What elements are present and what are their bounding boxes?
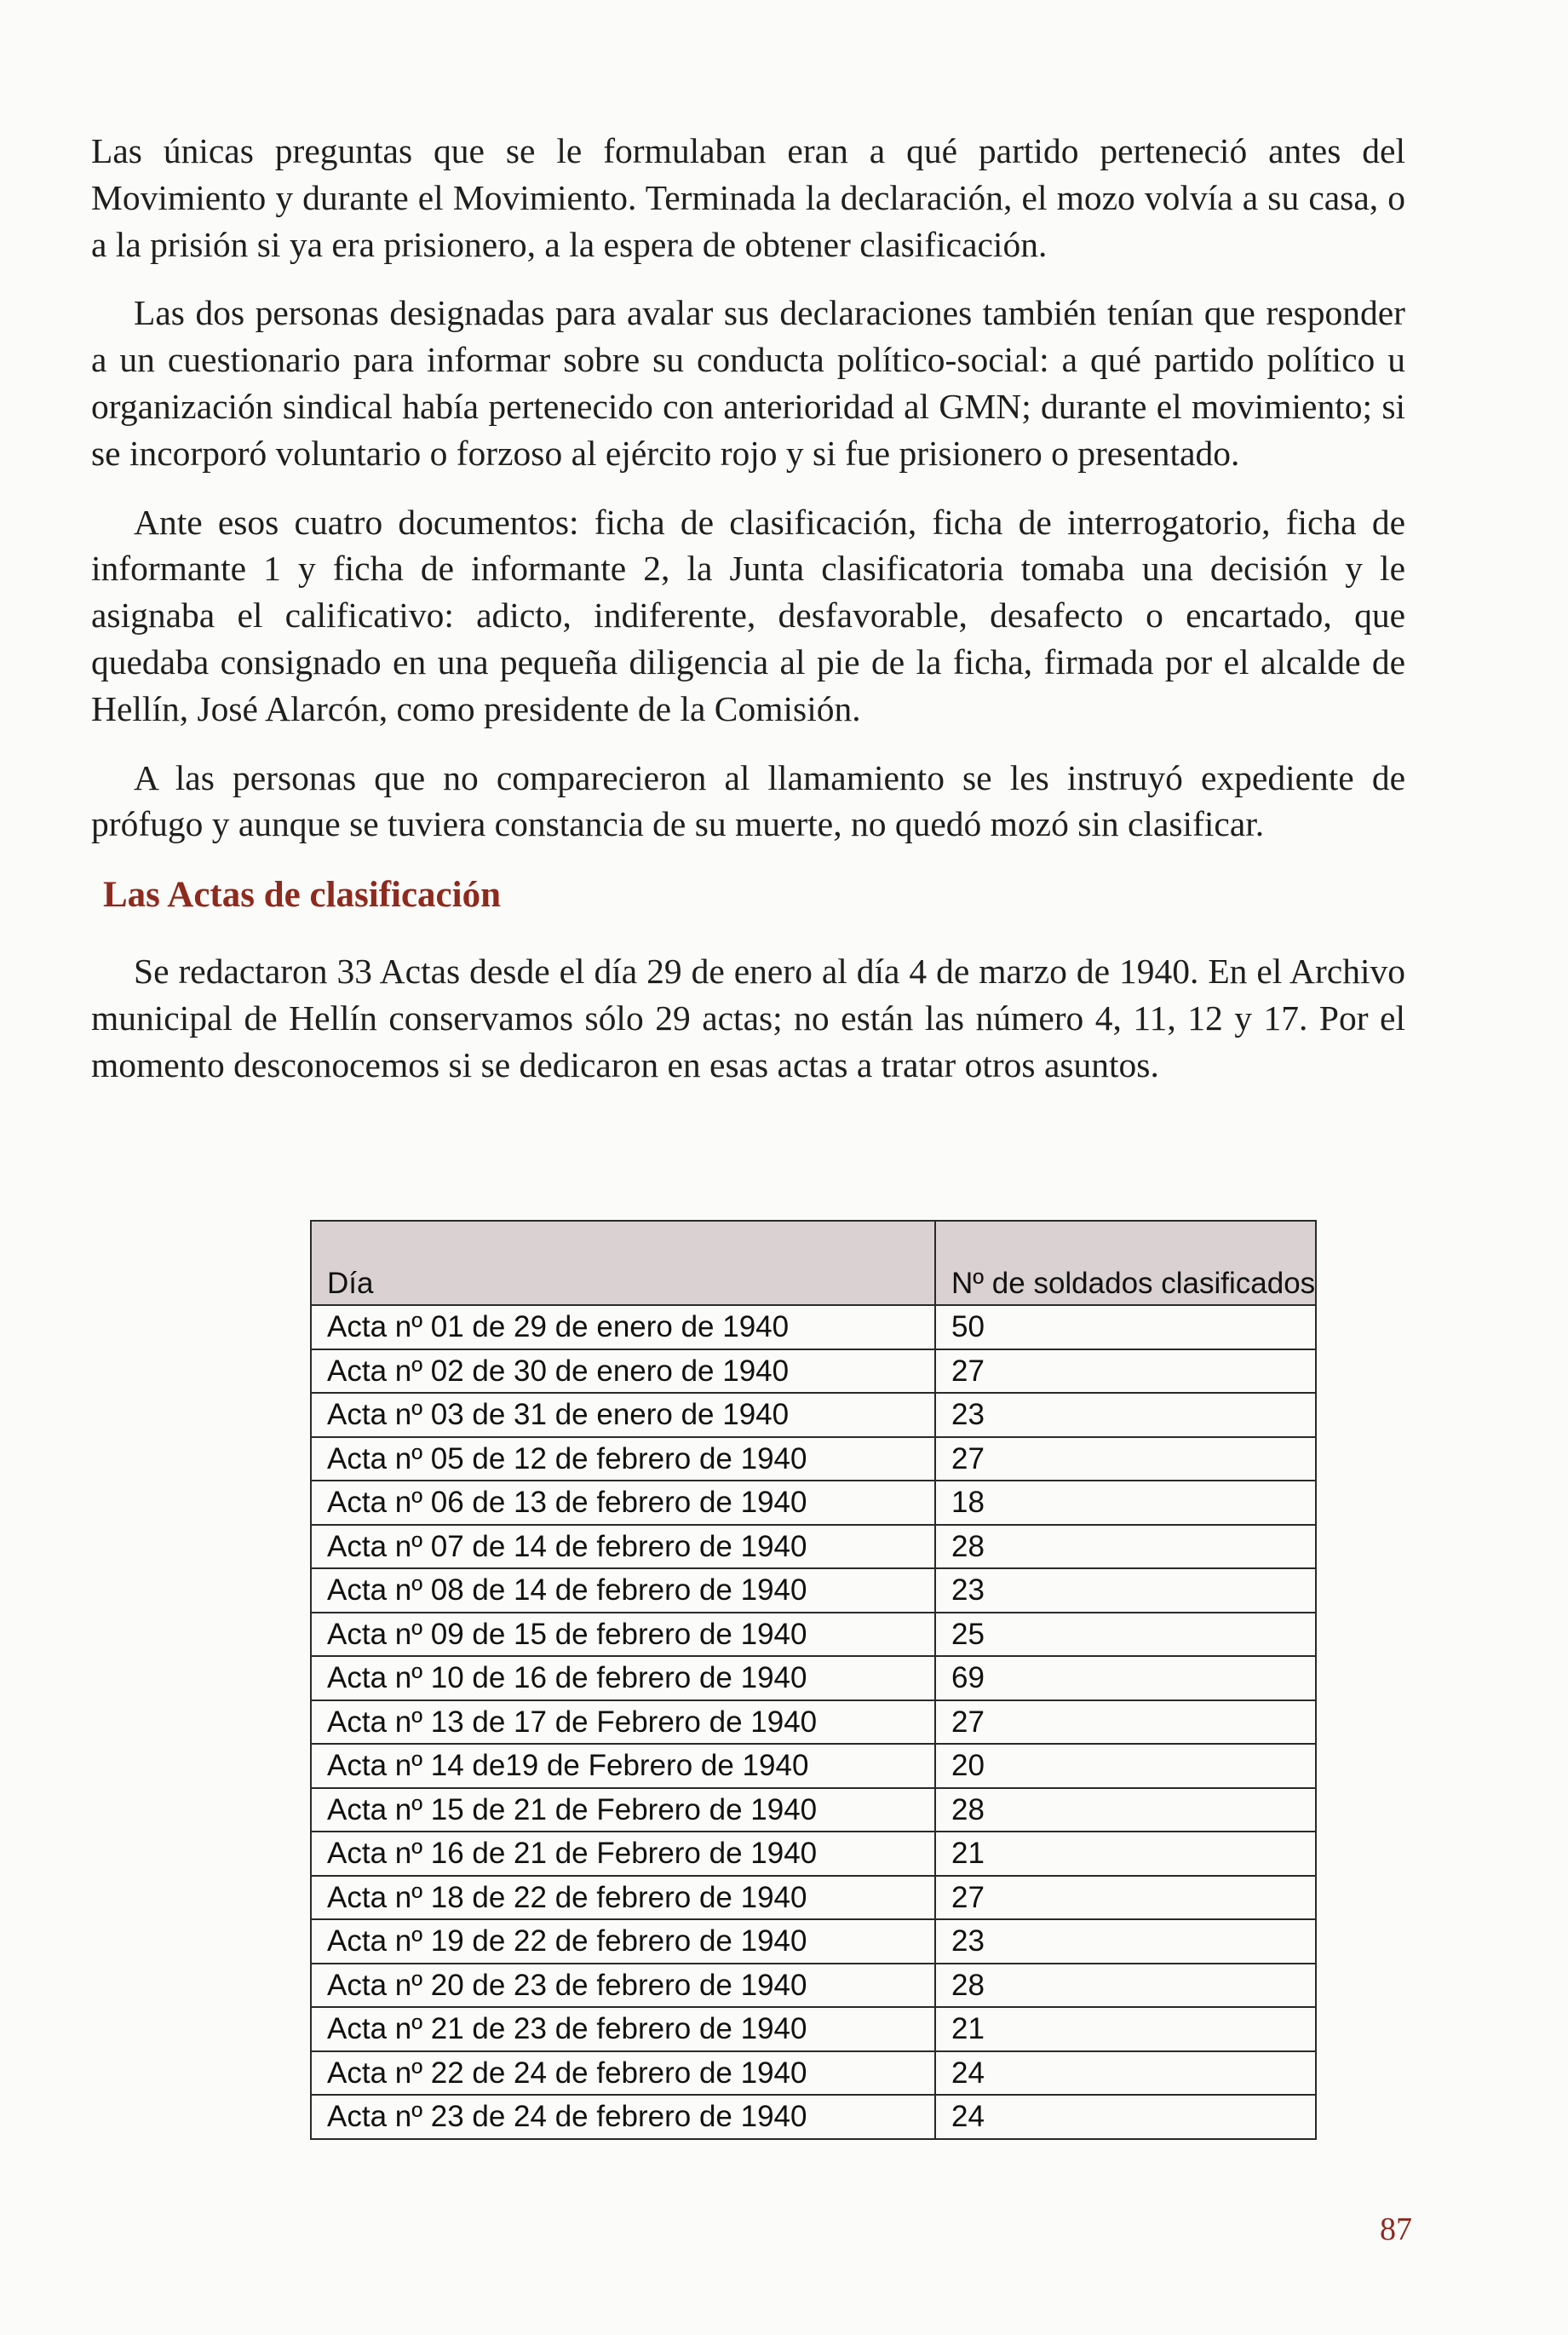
table-row: [311, 1437, 1316, 1481]
acta-cell: Acta nº 01 de 29 de enero de 1940: [311, 1305, 935, 1349]
table-row: [311, 1393, 1316, 1437]
count-cell: 23: [935, 1568, 1316, 1613]
section-paragraph: Se redactaron 33 Actas desde el día 29 de enero al día 4 de marzo de 1940. En el Archivo municipal de Hellín conservamos sólo 29 actas; no están las número 4, 11, 12 y 17. Por el momento desconocemos si se dedicaron en esas actas a tratar otros asuntos.: [91, 952, 1405, 1084]
column-header-dia: Día: [311, 1221, 935, 1305]
table-row: [311, 1481, 1316, 1525]
acta-cell: Acta nº 16 de 21 de Febrero de 1940: [311, 1832, 935, 1876]
acta-cell: Acta nº 18 de 22 de febrero de 1940: [311, 1876, 935, 1920]
count-cell: 50: [935, 1305, 1316, 1349]
table-row: [311, 1525, 1316, 1569]
table-row: [311, 1613, 1316, 1657]
table-header-row: [311, 1221, 1316, 1305]
acta-cell: Acta nº 09 de 15 de febrero de 1940: [311, 1613, 935, 1657]
actas-table: [310, 1220, 1317, 2140]
table-row: [311, 1349, 1316, 1394]
acta-cell: Acta nº 08 de 14 de febrero de 1940: [311, 1568, 935, 1613]
table-row: [311, 2007, 1316, 2051]
table-row: [311, 1788, 1316, 1832]
table-row: [311, 2051, 1316, 2096]
acta-cell: Acta nº 10 de 16 de febrero de 1940: [311, 1656, 935, 1700]
acta-cell: Acta nº 22 de 24 de febrero de 1940: [311, 2051, 935, 2096]
count-cell: 28: [935, 1964, 1316, 2008]
body-text: [91, 128, 1405, 1111]
paragraph: Ante esos cuatro documentos: ficha de clasificación, ficha de interrogatorio, ficha de informante 1 y ficha de informante 2, la Junta clasificatoria tomaba una decisión y le asignaba el calificativo: adicto, indiferente, desfavorable, desafecto o encartado, que quedaba consignado en una pequeña diligencia al pie de la ficha, firmada por el alcalde de Hellín, José Alarcón, como presidente de la Comisión.: [91, 502, 1405, 728]
acta-cell: Acta nº 21 de 23 de febrero de 1940: [311, 2007, 935, 2051]
count-cell: 27: [935, 1349, 1316, 1394]
count-cell: 23: [935, 1393, 1316, 1437]
actas-table-container: [310, 1220, 1317, 2140]
count-cell: 24: [935, 2095, 1316, 2139]
acta-cell: Acta nº 20 de 23 de febrero de 1940: [311, 1964, 935, 2008]
section-heading: Las Actas de clasificación: [103, 875, 501, 916]
count-cell: 21: [935, 1832, 1316, 1876]
acta-cell: Acta nº 23 de 24 de febrero de 1940: [311, 2095, 935, 2139]
paragraph: Las dos personas designadas para avalar sus declaraciones también tenían que responder a un cuestionario para informar sobre su conducta político-social: a qué partido político u organización sindical había pertenecido con anterioridad al GMN; durante el movimiento; si se incorporó voluntario o forzoso al ejército rojo y si fue prisionero o presentado.: [91, 293, 1405, 473]
count-cell: 24: [935, 2051, 1316, 2096]
acta-cell: Acta nº 19 de 22 de febrero de 1940: [311, 1919, 935, 1964]
acta-cell: Acta nº 06 de 13 de febrero de 1940: [311, 1481, 935, 1525]
table-row: [311, 2095, 1316, 2139]
count-cell: 27: [935, 1876, 1316, 1920]
table-row: [311, 1305, 1316, 1349]
acta-cell: Acta nº 15 de 21 de Febrero de 1940: [311, 1788, 935, 1832]
acta-cell: Acta nº 07 de 14 de febrero de 1940: [311, 1525, 935, 1569]
table-row: [311, 1568, 1316, 1613]
count-cell: 25: [935, 1613, 1316, 1657]
acta-cell: Acta nº 02 de 30 de enero de 1940: [311, 1349, 935, 1394]
count-cell: 27: [935, 1437, 1316, 1481]
count-cell: 27: [935, 1700, 1316, 1745]
table-row: [311, 1700, 1316, 1745]
count-cell: 28: [935, 1525, 1316, 1569]
paragraph: Las únicas preguntas que se le formulaban eran a qué partido perteneció antes del Movimiento y durante el Movimiento. Terminada la declaración, el mozo volvía a su casa, o a la prisión si ya era prisionero, a la espera de obtener clasificación.: [91, 131, 1405, 264]
table-row: [311, 1876, 1316, 1920]
table-row: [311, 1744, 1316, 1788]
count-cell: 18: [935, 1481, 1316, 1525]
table-row: [311, 1919, 1316, 1964]
acta-cell: Acta nº 13 de 17 de Febrero de 1940: [311, 1700, 935, 1745]
table-row: [311, 1964, 1316, 2008]
table-row: [311, 1656, 1316, 1700]
count-cell: 23: [935, 1919, 1316, 1964]
paragraph: A las personas que no comparecieron al llamamiento se les instruyó expediente de prófugo y aunque se tuviera constancia de su muerte, no quedó mozó sin clasificar.: [91, 757, 1405, 844]
count-cell: 21: [935, 2007, 1316, 2051]
acta-cell: Acta nº 03 de 31 de enero de 1940: [311, 1393, 935, 1437]
column-header-soldados: Nº de soldados clasificados: [935, 1221, 1316, 1305]
page-number: 87: [1380, 2211, 1412, 2247]
acta-cell: Acta nº 05 de 12 de febrero de 1940: [311, 1437, 935, 1481]
count-cell: 69: [935, 1656, 1316, 1700]
acta-cell: Acta nº 14 de19 de Febrero de 1940: [311, 1744, 935, 1788]
count-cell: 20: [935, 1744, 1316, 1788]
count-cell: 28: [935, 1788, 1316, 1832]
table-row: [311, 1832, 1316, 1876]
